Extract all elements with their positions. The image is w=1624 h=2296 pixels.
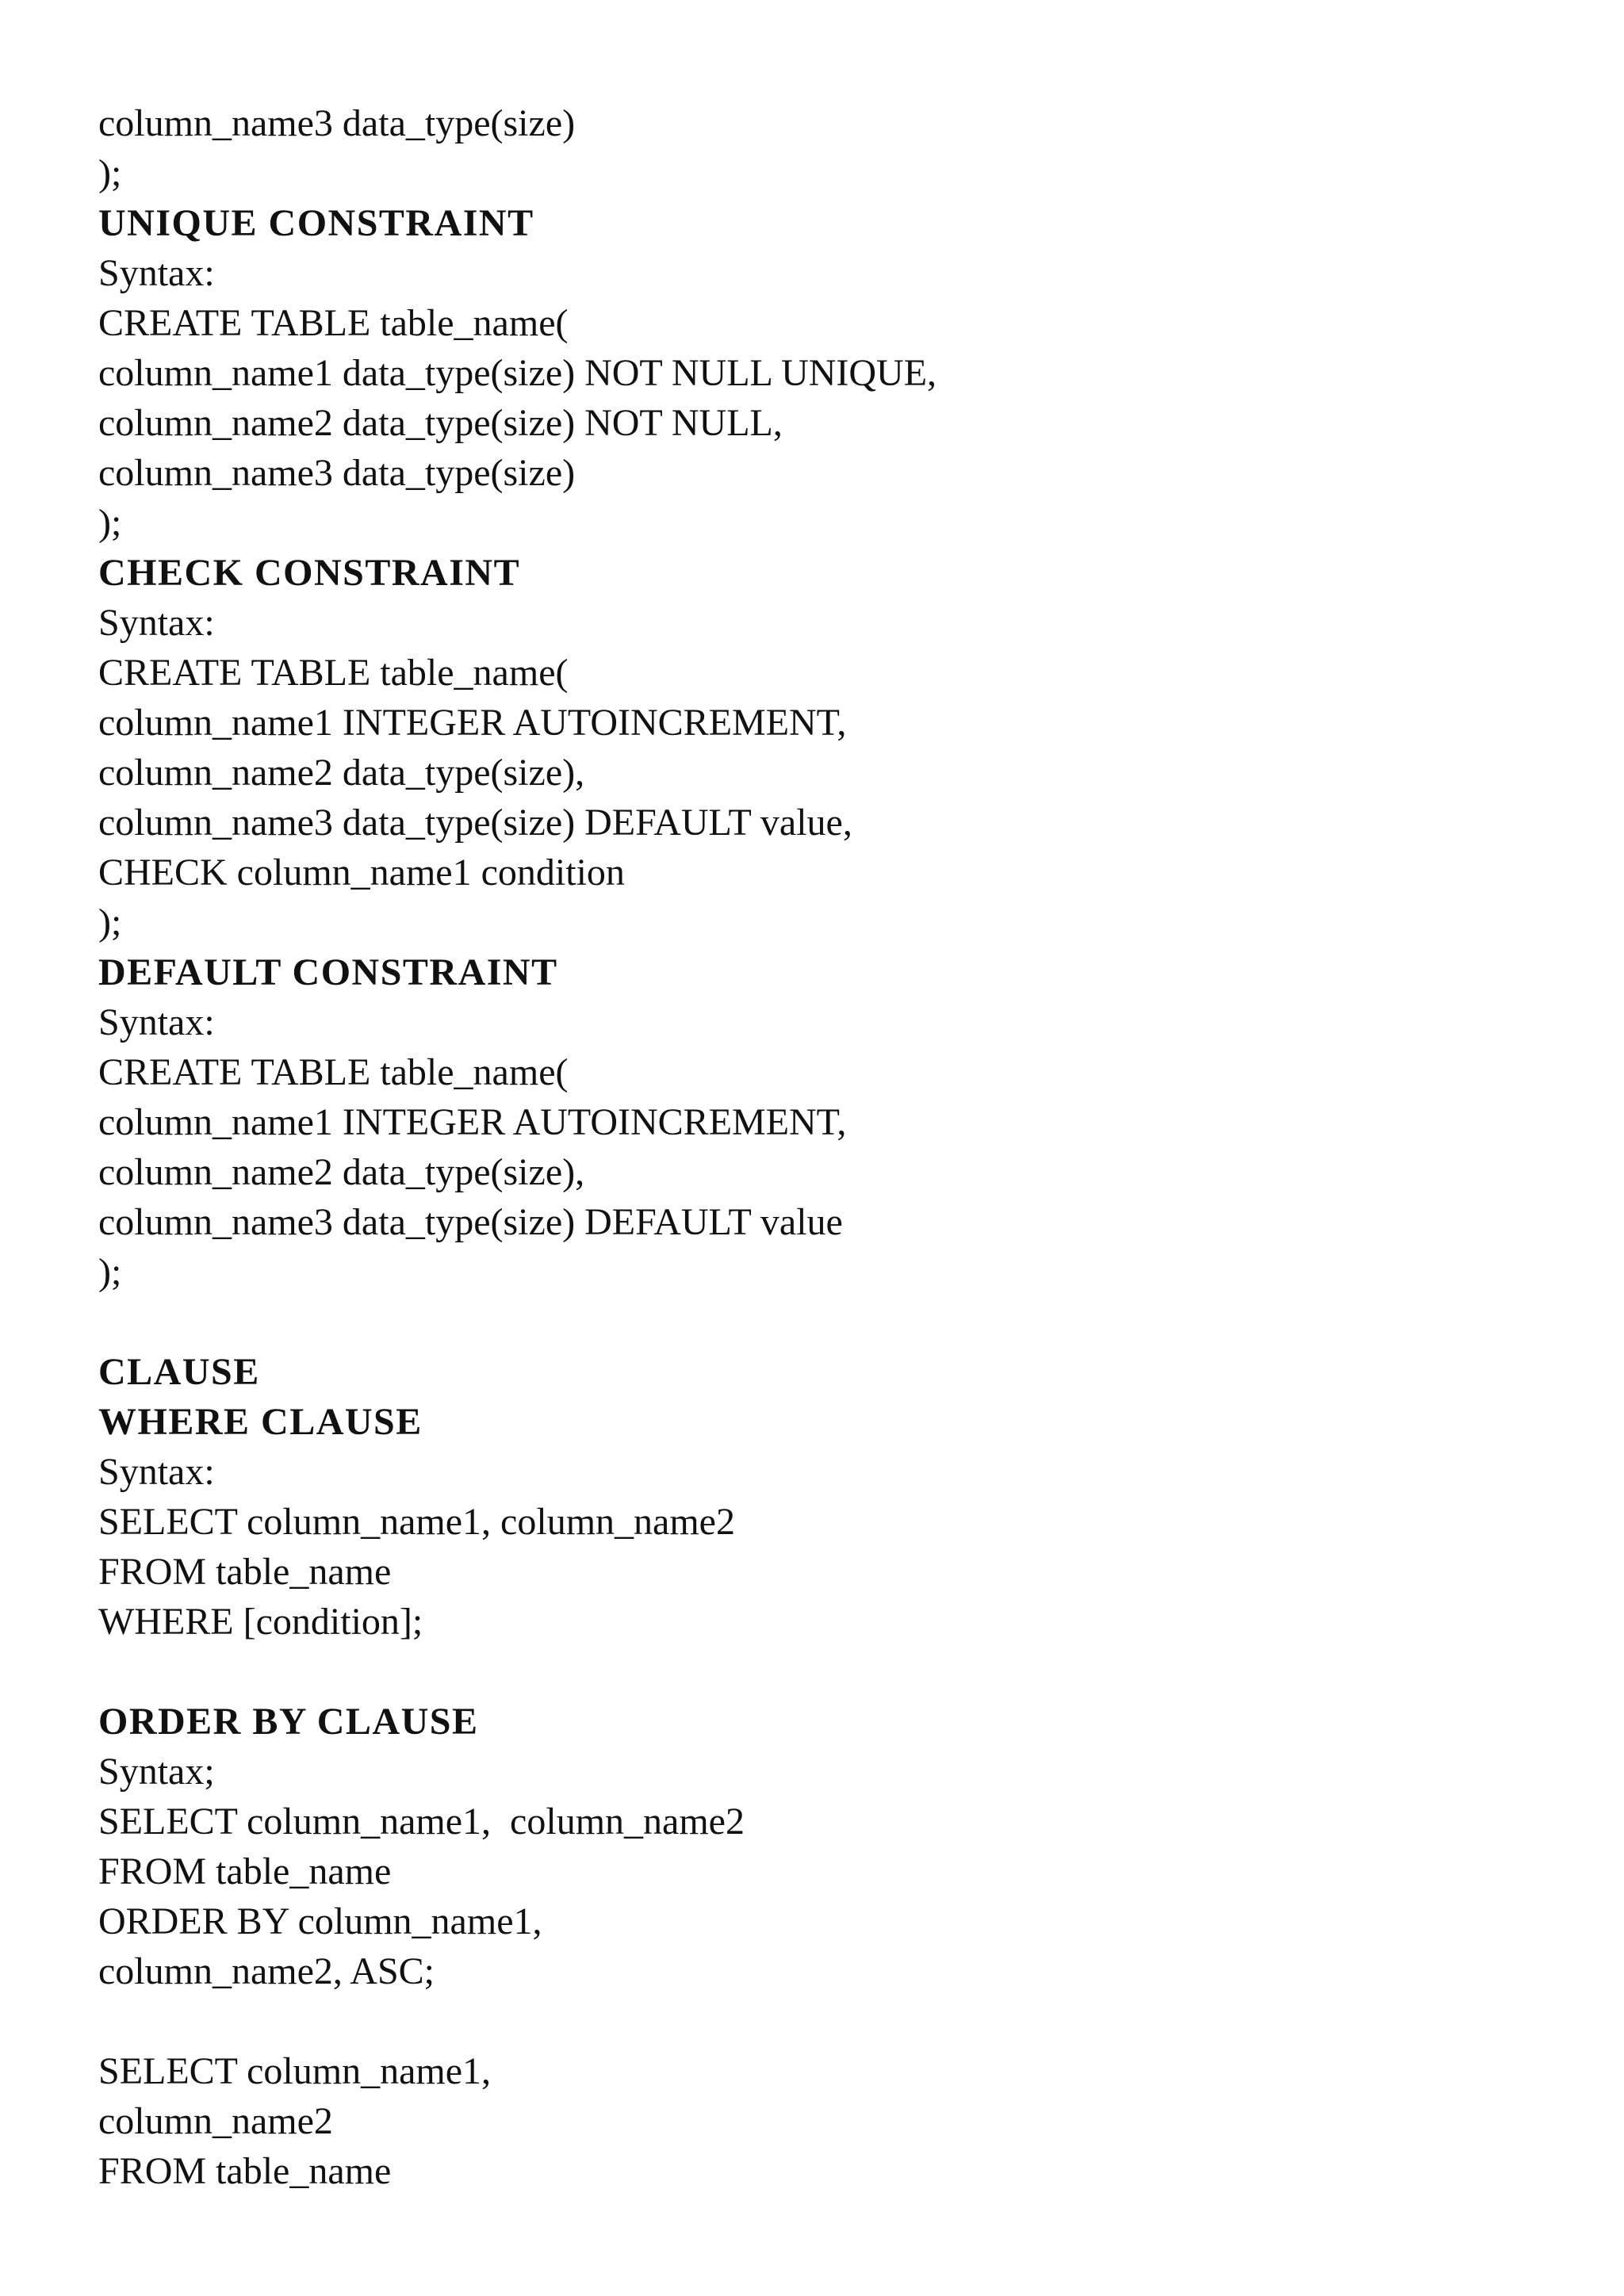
code-line: column_name2 data_type(size),	[98, 752, 585, 794]
code-line: column_name2, ASC;	[98, 1950, 435, 1992]
code-line: SELECT column_name1,	[98, 2050, 492, 2092]
document-body	[98, 98, 1526, 2196]
code-line: );	[98, 502, 122, 544]
syntax-label: Syntax:	[98, 602, 215, 644]
code-line: column_name1 data_type(size) NOT NULL UNIQUE,	[98, 352, 937, 394]
code-line: column_name1 INTEGER AUTOINCREMENT,	[98, 1101, 847, 1143]
section-heading: DEFAULT CONSTRAINT	[98, 951, 558, 993]
code-line: );	[98, 901, 122, 943]
code-line: );	[98, 152, 122, 194]
section-heading: ORDER BY CLAUSE	[98, 1701, 479, 1743]
blank-line	[98, 1996, 1526, 2046]
code-line: CHECK column_name1 condition	[98, 851, 625, 894]
syntax-label: Syntax:	[98, 1451, 215, 1493]
section-heading: UNIQUE CONSTRAINT	[98, 202, 534, 244]
code-line: column_name2	[98, 2100, 333, 2142]
code-line: column_name1 INTEGER AUTOINCREMENT,	[98, 702, 847, 744]
code-line: WHERE [condition];	[98, 1601, 423, 1643]
code-line: column_name2 data_type(size),	[98, 1151, 585, 1193]
syntax-label: Syntax:	[98, 1001, 215, 1043]
code-line: column_name3 data_type(size)	[98, 452, 576, 494]
code-line: );	[98, 1251, 122, 1293]
blank-line	[98, 1647, 1526, 1697]
code-line: ORDER BY column_name1,	[98, 1900, 542, 1942]
code-line: SELECT column_name1, column_name2	[98, 1800, 745, 1843]
syntax-label: Syntax:	[98, 252, 215, 294]
code-line: FROM table_name	[98, 2150, 392, 2192]
code-line: column_name2 data_type(size) NOT NULL,	[98, 402, 783, 444]
code-line: CREATE TABLE table_name(	[98, 652, 569, 694]
section-heading: WHERE CLAUSE	[98, 1401, 423, 1443]
code-line: column_name3 data_type(size)	[98, 102, 576, 144]
blank-line	[98, 1297, 1526, 1347]
syntax-label: Syntax;	[98, 1751, 215, 1793]
code-line: column_name3 data_type(size) DEFAULT value,	[98, 802, 852, 844]
section-heading: CLAUSE	[98, 1351, 260, 1393]
code-line: CREATE TABLE table_name(	[98, 1051, 569, 1093]
code-line: FROM table_name	[98, 1850, 392, 1892]
code-line: FROM table_name	[98, 1551, 392, 1593]
code-line: CREATE TABLE table_name(	[98, 302, 569, 344]
code-line: SELECT column_name1, column_name2	[98, 1501, 735, 1543]
section-heading: CHECK CONSTRAINT	[98, 552, 521, 594]
code-line: column_name3 data_type(size) DEFAULT value	[98, 1201, 843, 1243]
